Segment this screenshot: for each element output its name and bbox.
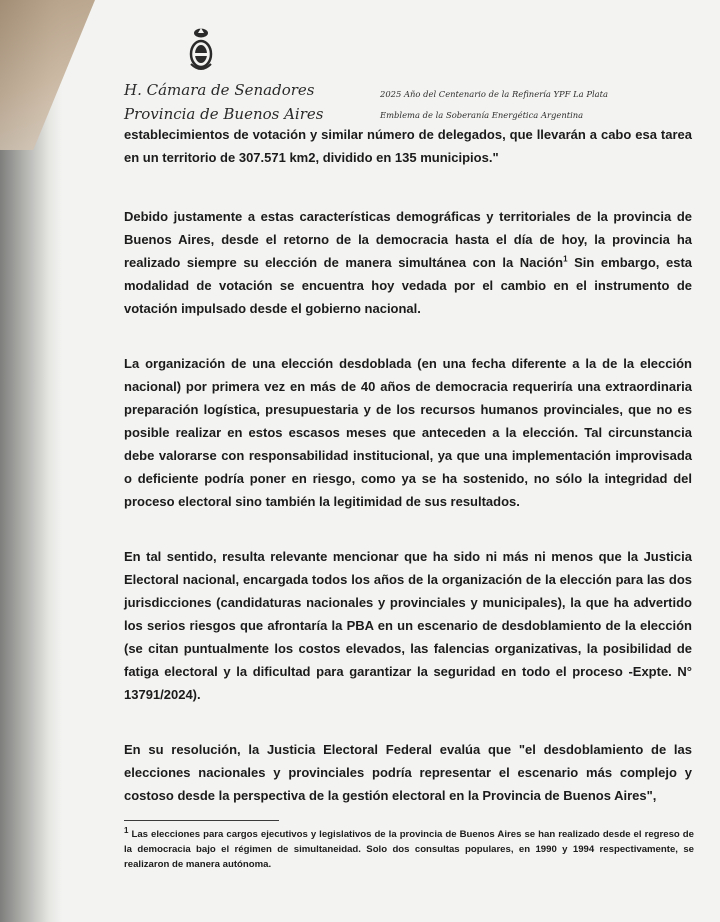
footnote-number: 1 bbox=[124, 825, 129, 835]
footnote bbox=[124, 827, 694, 872]
footnote-divider bbox=[124, 820, 279, 821]
motto-line-1: 2025 Año del Centenario de la Refinería YPF La Plata bbox=[380, 89, 609, 99]
chamber-line-1: H. Cámara de Senadores bbox=[124, 81, 315, 99]
chamber-name bbox=[124, 78, 323, 126]
document-body bbox=[124, 123, 692, 839]
paragraph-2-text-a: Debido justamente a estas características demográficas y territoriales de la provincia de Buenos Aires, desde el retorno de la democracia hasta el día de hoy, la provincia ha realizado siempre su elección de manera simultánea con la Nación bbox=[124, 209, 692, 270]
paragraph-1: establecimientos de votación y similar número de delegados, que llevarán a cabo esa tarea en un territorio de 307.571 km2, dividido en 135 municipios." bbox=[124, 127, 692, 165]
paragraph-4: En tal sentido, resulta relevante mencionar que ha sido ni más ni menos que la Justicia Electoral nacional, encargada todos los años de la organización de la elección para las dos jurisdicciones (candidaturas nacionales y provinciales y municipales), la que ha advertido los serios riesgos que afrontaría la PBA en un escenario de desdoblamiento de la elección (se citan puntualmente los costos elevados, las falencias organizativas, la posibilidad de fatiga electoral y la dificultad para garantizar la seguridad en todo el proceso -Expte. N° 13791/2024). bbox=[124, 549, 692, 702]
coat-of-arms-icon bbox=[186, 26, 216, 76]
paragraph-3: La organización de una elección desdoblada (en una fecha diferente a la de la elección nacional) por primera vez en más de 40 años de democracia requeriría una extraordinaria preparación logística, presupuestaria y de los recursos humanos provinciales, que no es posible realizar en estos escasos meses que anteceden a la elección. Tal circunstancia debe valorarse con responsabilidad institucional, ya que una implementación improvisada o deficiente podría poner en riesgo, como ya se ha sostenido, no sólo la integridad del proceso electoral sino también la legitimidad de sus resultados. bbox=[124, 356, 692, 509]
motto-line-2: Emblema de la Soberanía Energética Argentina bbox=[380, 110, 584, 120]
paragraph-2-text-b: Sin embargo, esta modalidad de votación se encuentra hoy vedada por el cambio en el instrumento de votación impulsado desde el gobierno nacional. bbox=[124, 255, 693, 316]
footnote-text: Las elecciones para cargos ejecutivos y legislativos de la provincia de Buenos Aires se han realizado desde el regreso de la democracia bajo el régimen de simultaneidad. Solo dos consultas populares, en 1990 y 1994 respectivamente, se realizaron de manera autónoma. bbox=[124, 829, 694, 870]
chamber-line-2: Provincia de Buenos Aires bbox=[124, 105, 324, 123]
footnote-reference: 1 bbox=[563, 254, 568, 264]
letterhead-motto bbox=[380, 84, 608, 126]
paragraph-5: En su resolución, la Justicia Electoral Federal evalúa que "el desdoblamiento de las elecciones nacionales y provinciales podría representar el escenario más complejo y costoso desde la perspectiva de la gestión electoral en la Provincia de Buenos Aires", bbox=[124, 742, 692, 803]
paragraph-2 bbox=[124, 205, 692, 320]
